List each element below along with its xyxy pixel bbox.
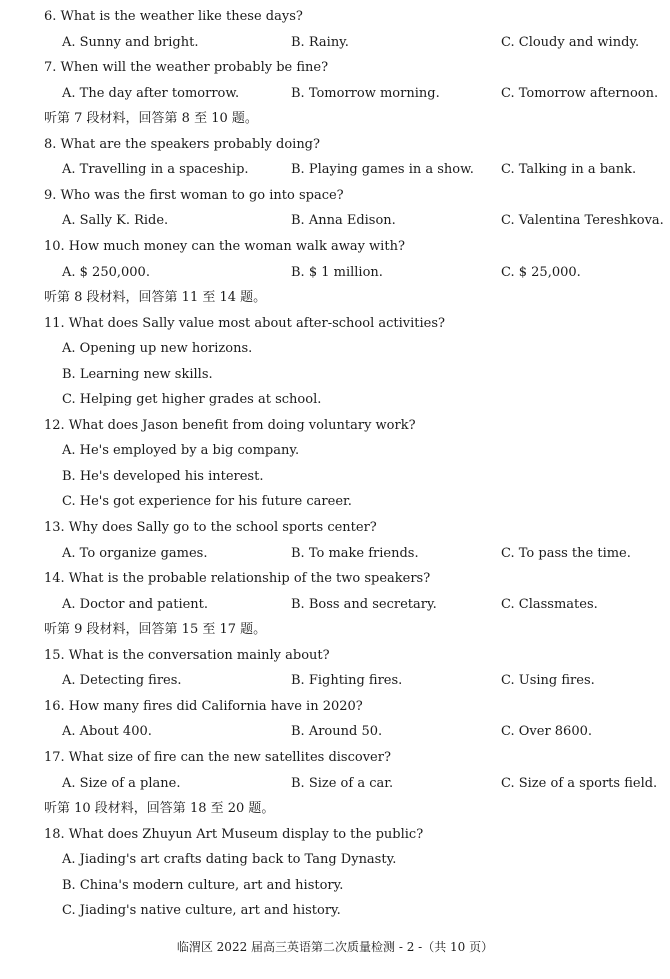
question-text: 18. What does Zhuyun Art Museum display to the public? [44, 826, 424, 842]
answer-option: C. Size of a sports field. [501, 775, 658, 791]
section-instruction: 听第 7 段材料，回答第 8 至 10 题。 [44, 111, 258, 127]
question-text: 9. Who was the first woman to go into space? [44, 187, 344, 203]
option-row [62, 263, 662, 283]
answer-option: A. Detecting fires. [62, 673, 182, 689]
answer-option: C. Valentina Tereshkova. [501, 213, 664, 229]
option-row [62, 595, 662, 615]
option-row [62, 774, 662, 794]
option-row [62, 211, 662, 231]
question-text: 12. What does Jason benefit from doing voluntary work? [44, 417, 416, 433]
answer-option: A. $ 250,000. [62, 264, 150, 280]
answer-option: A. Travelling in a spaceship. [62, 162, 249, 178]
answer-option: B. Playing games in a show. [291, 162, 474, 178]
answer-option: B. $ 1 million. [291, 264, 383, 280]
answer-option: B. He's developed his interest. [62, 468, 264, 484]
answer-option: B. Tomorrow morning. [291, 85, 440, 101]
answer-option: B. China's modern culture, art and history. [62, 877, 344, 893]
question-text: 13. Why does Sally go to the school sports center? [44, 520, 377, 535]
question-text: 16. How many fires did California have in 2020? [44, 698, 363, 714]
option-row [62, 33, 662, 53]
answer-option: A. Size of a plane. [62, 775, 181, 791]
answer-option: A. The day after tomorrow. [62, 85, 240, 101]
answer-option: C. Tomorrow afternoon. [501, 85, 659, 101]
answer-option: C. Cloudy and windy. [501, 34, 640, 50]
answer-option: C. To pass the time. [501, 545, 631, 561]
answer-option: C. He's got experience for his future career. [62, 494, 352, 510]
question-text: 15. What is the conversation mainly about? [44, 647, 330, 663]
section-instruction: 听第 8 段材料，回答第 11 至 14 题。 [44, 290, 267, 306]
option-row [62, 544, 662, 564]
answer-option: B. To make friends. [291, 545, 419, 561]
page-footer: 临渭区 2022 届高三英语第二次质量检测 - 2 -（共 10 页） [176, 940, 494, 954]
answer-option: B. Size of a car. [291, 775, 394, 791]
answer-option: C. Using fires. [501, 673, 595, 689]
question-text: 6. What is the weather like these days? [44, 9, 303, 24]
answer-option: B. Learning new skills. [62, 366, 213, 382]
question-text: 10. How much money can the woman walk away with? [44, 239, 405, 254]
answer-option: C. Over 8600. [501, 724, 593, 740]
section-instruction: 听第 9 段材料，回答第 15 至 17 题。 [44, 622, 267, 638]
answer-option: A. To organize games. [62, 545, 208, 561]
option-row [62, 671, 662, 691]
section-instruction: 听第 10 段材料，回答第 18 至 20 题。 [44, 801, 275, 817]
answer-option: C. Jiading's native culture, art and history. [62, 903, 341, 919]
question-text: 8. What are the speakers probably doing? [44, 136, 320, 152]
question-text: 17. What size of fire can the new satellites discover? [44, 750, 391, 765]
answer-option: B. Rainy. [291, 34, 349, 50]
answer-option: B. Around 50. [291, 724, 383, 740]
answer-option: A. Sunny and bright. [62, 34, 199, 50]
answer-option: C. $ 25,000. [501, 264, 581, 280]
question-text: 7. When will the weather probably be fine? [44, 60, 329, 76]
answer-option: A. Jiading's art crafts dating back to Tang Dynasty. [62, 852, 397, 868]
answer-option: B. Boss and secretary. [291, 596, 437, 612]
answer-option: A. About 400. [62, 724, 152, 740]
answer-option: B. Fighting fires. [291, 673, 403, 689]
answer-option: B. Anna Edison. [291, 213, 396, 229]
option-row [62, 84, 662, 104]
question-text: 11. What does Sally value most about after-school activities? [44, 315, 445, 331]
answer-option: A. Sally K. Ride. [62, 213, 169, 229]
option-row [62, 722, 662, 742]
answer-option: C. Talking in a bank. [501, 162, 637, 178]
answer-option: C. Classmates. [501, 596, 598, 612]
answer-option: A. Opening up new horizons. [62, 341, 253, 357]
answer-option: A. Doctor and patient. [62, 596, 209, 612]
answer-option: C. Helping get higher grades at school. [62, 392, 322, 408]
answer-option: A. He's employed by a big company. [62, 443, 300, 459]
question-text: 14. What is the probable relationship of the two speakers? [44, 571, 431, 587]
option-row [62, 160, 662, 180]
